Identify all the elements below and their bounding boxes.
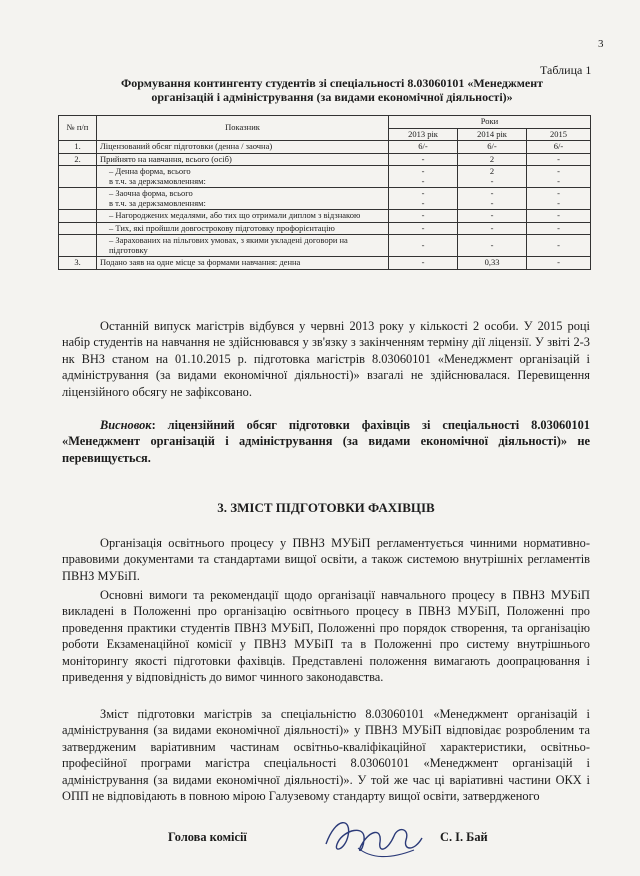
signature-name: С. І. Бай bbox=[440, 830, 488, 844]
contingent-table bbox=[58, 115, 591, 270]
paragraph-graduates: Останній випуск магістрів відбувся у червні 2013 року у кількості 2 особи. У 2015 році набір студентів на навчання не здійснювався у зв'язку з закінченням терміну дії ліцензії. У звіті 2-3 нк ВНЗ станом на 01.10.2015 р. підготовка магістрів 8.03060101 «Менеджмент організацій і адміністрування (за видами економічної діяльності)» взагалі не здійснювалася. Перевищення ліцензійного обсягу не зафіксовано. bbox=[62, 319, 590, 399]
conclusion-text: : ліцензійний обсяг підготовки фахівців зі спеціальності 8.03060101 «Менеджмент організацій і адміністрування (за видами економічної діяльності)» не перевищується. bbox=[62, 418, 590, 465]
section-heading: 3. ЗМІСТ ПІДГОТОВКИ ФАХІВЦІВ bbox=[217, 500, 435, 515]
year-2014: 2014 рік bbox=[458, 128, 527, 141]
conclusion-paragraph bbox=[62, 417, 590, 466]
header-years: Роки bbox=[389, 116, 591, 129]
table-label: Таблица 1 bbox=[540, 63, 592, 77]
header-num: № п/п bbox=[59, 116, 97, 141]
year-2015: 2015 bbox=[527, 128, 591, 141]
table-row: 3. Подано заяв на одне місце за формами навчання: денна - 0,33 - bbox=[59, 257, 591, 270]
table-row: – Тих, які пройшли довгострокову підготовку профорієнтацію - - - bbox=[59, 222, 591, 235]
page-number: 3 bbox=[598, 38, 604, 50]
table-row: 2. Прийнято на навчання, всього (осіб) - 2 - bbox=[59, 153, 591, 166]
signature-icon bbox=[318, 810, 428, 862]
paragraph-organization: Організація освітнього процесу у ПВНЗ МУБіП регламентується чинними нормативно-правовими документами та стандартами вищої освіти, а також системою внутрішніх регламентів ПВНЗ МУБіП. bbox=[62, 536, 590, 583]
paragraph-requirements: Основні вимоги та рекомендації щодо організації навчального процесу в ПВНЗ МУБіП викладені в Положенні про організацію освітнього процесу в ПВНЗ МУБіП, Положенні про проведення практики студентів ПВНЗ МУБіП, Положенні про порядок створення, та організацію роботи Екзаменаційної комісії у ПВНЗ МУБіП та в Положенні про систему внутрішнього моніторингу якості підготовки фахівців. Представлені положення вимагають доопрацювання і приведення у відповідність до вимог чинного законодавства. bbox=[62, 588, 590, 685]
paragraph-content: Зміст підготовки магістрів за спеціальністю 8.03060101 «Менеджмент організацій і адміністрування (за видами економічної діяльності)» у ПВНЗ МУБіП відповідає розробленим та затвердженим варіативним частинам освітньо-кваліфікаційної характеристики, освітньо-професійної програми магістра спеціальності 8.03060101 «Менеджмент організацій і адміністрування (за видами економічної діяльності)». У той же час ці варіативні частини ОКХ і ОПП не відповідають в повною мірою Галузевому стандарту вищої освіти, затвердженого bbox=[62, 707, 590, 804]
conclusion-label: Висновок bbox=[100, 418, 152, 432]
table-caption: Формування контингенту студентів зі спеціальності 8.03060101 «Менеджмент організацій і адміністрування (за видами економічної діяльності)» bbox=[120, 76, 544, 104]
signature-label: Голова комісії bbox=[168, 830, 247, 844]
year-2013: 2013 рік bbox=[389, 128, 458, 141]
header-indicator: Показник bbox=[97, 116, 389, 141]
table-row: – Нагороджених медалями, або тих що отримали диплом з відзнакою - - - bbox=[59, 210, 591, 223]
table-row: – Зарахованих на пільгових умовах, з якими укладені договори на підготовку - - - bbox=[59, 235, 591, 257]
table-row: 1. Ліцензований обсяг підготовки (денна / заочна) 6/- 6/- 6/- bbox=[59, 141, 591, 154]
table-row: – Денна форма, всього в т.ч. за держзамовленням: - - 2 - - - bbox=[59, 166, 591, 188]
table-row: – Заочна форма, всього в т.ч. за держзамовленням: - - - - - - bbox=[59, 188, 591, 210]
